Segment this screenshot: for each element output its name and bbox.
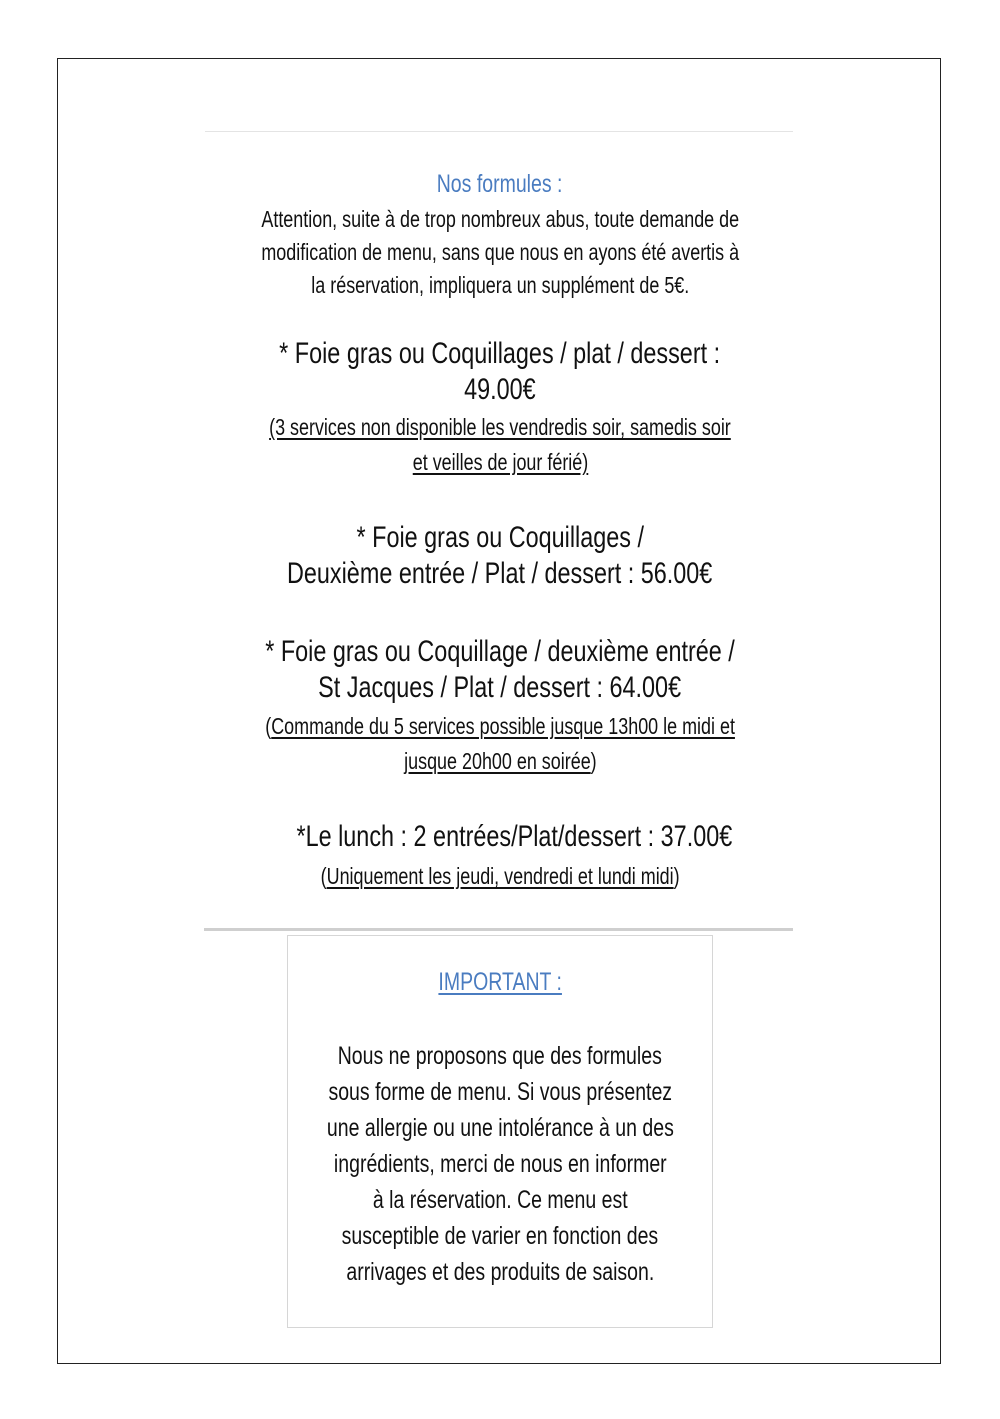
- formula-1-price: 49.00€: [464, 373, 536, 406]
- important-line: sous forme de menu. Si vous présentez: [328, 1078, 672, 1106]
- notice-line: Attention, suite à de trop nombreux abus, toute demande de: [261, 206, 739, 232]
- important-line: à la réservation. Ce menu est: [372, 1186, 628, 1214]
- formula-3-note-line: Commande du 5 services possible jusque 13h00 le midi et: [271, 713, 735, 739]
- important-line: ingrédients, merci de nous en informer: [333, 1150, 667, 1178]
- formulas-title-row: [0, 170, 1000, 199]
- formula-1-note-line: et veilles de jour férié): [412, 449, 588, 475]
- important-line: susceptible de varier en fonction des: [341, 1222, 659, 1250]
- top-divider: [205, 131, 793, 132]
- formula-1-title: * Foie gras ou Coquillages / plat / dessert :: [279, 337, 721, 370]
- formula-2: [0, 520, 1000, 592]
- formula-3-price: St Jacques / Plat / dessert : 64.00€: [318, 671, 682, 704]
- important-line: une allergie ou une intolérance à un des: [326, 1114, 674, 1142]
- formula-4: [14, 819, 1000, 855]
- important-heading: IMPORTANT :: [438, 968, 562, 996]
- formula-4-title: *Le lunch : 2 entrées/Plat/dessert : 37.00€: [296, 820, 732, 853]
- notice-block: [0, 203, 1000, 302]
- formula-3-note-line: jusque 20h00 en soirée: [403, 748, 591, 774]
- formula-3-note: [0, 710, 1000, 778]
- section-divider: [204, 928, 793, 931]
- important-text: [0, 1038, 1000, 1290]
- formula-1-note: [0, 411, 1000, 479]
- notice-line: la réservation, impliquera un supplément de 5€.: [311, 272, 689, 298]
- formula-3-title: * Foie gras ou Coquillage / deuxième entrée /: [265, 635, 735, 668]
- formula-1: [0, 336, 1000, 408]
- important-line: Nous ne proposons que des formules: [337, 1042, 663, 1070]
- formula-2-price: Deuxième entrée / Plat / dessert : 56.00€: [287, 557, 713, 590]
- formula-2-title: * Foie gras ou Coquillages /: [356, 521, 644, 554]
- paren-open: (: [320, 863, 327, 889]
- important-line: arrivages et des produits de saison.: [346, 1258, 654, 1286]
- formula-4-note-line: Uniquement les jeudi, vendredi et lundi midi: [326, 863, 674, 889]
- formula-1-note-line: (3 services non disponible les vendredis soir, samedis soir: [269, 414, 731, 440]
- formula-4-note: [0, 860, 1000, 893]
- formula-3: [0, 634, 1000, 706]
- paren-close: ): [590, 748, 597, 774]
- formulas-title: Nos formules :: [437, 170, 563, 198]
- paren-open: (: [265, 713, 272, 739]
- important-heading-row: [0, 968, 1000, 997]
- paren-close: ): [673, 863, 680, 889]
- notice-line: modification de menu, sans que nous en ayons été avertis à: [261, 239, 739, 265]
